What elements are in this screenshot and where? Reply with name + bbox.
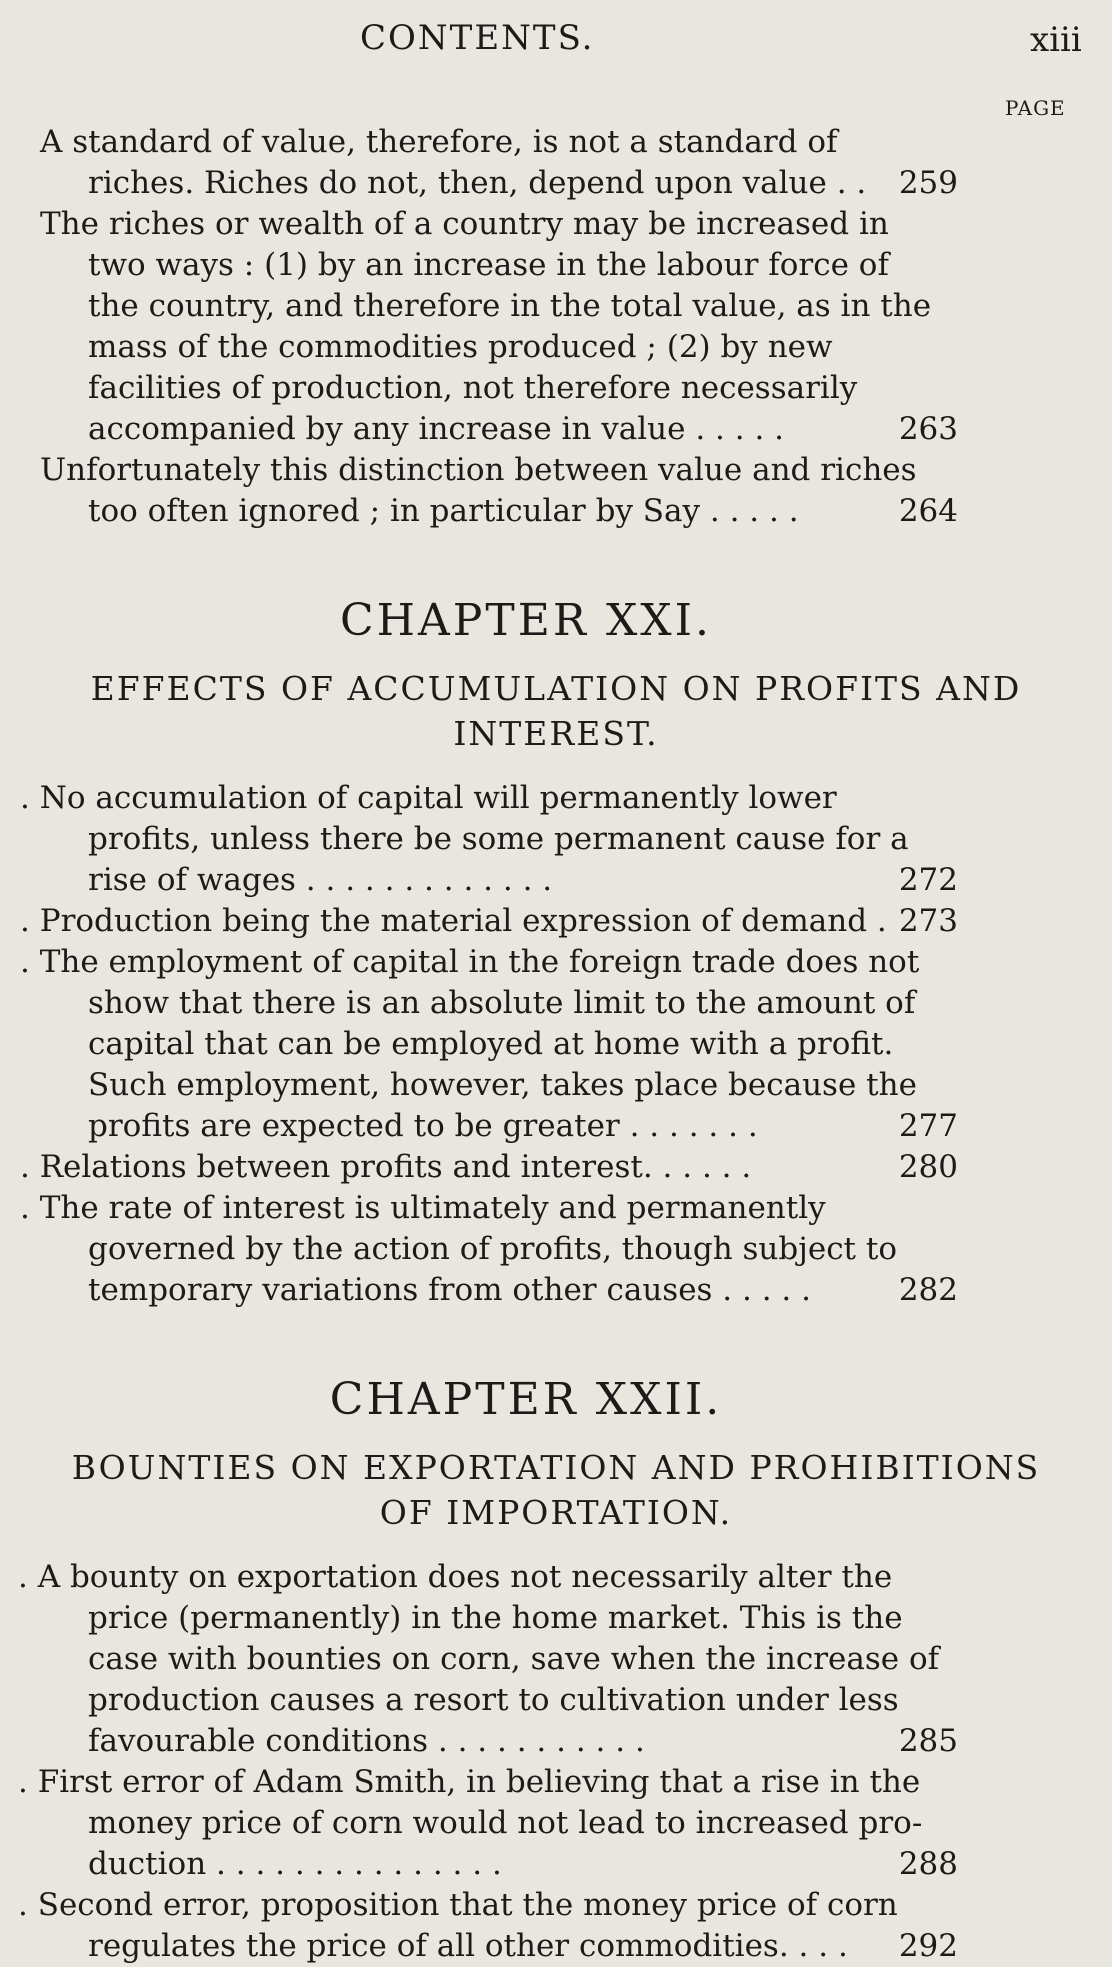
toc-entry-text: . Production being the material expression of demand .: [20, 903, 887, 939]
running-head: [0, 18, 1112, 78]
toc-entry-text: governed by the action of profits, though subject to: [88, 1231, 897, 1267]
toc-entry-line: [0, 450, 1112, 491]
toc-entry-line: [0, 1188, 1112, 1229]
toc-entry-text: show that there is an absolute limit to the amount of: [88, 985, 916, 1021]
toc-entry-line: [0, 901, 1112, 942]
toc-entry: [0, 1188, 1112, 1311]
toc-entry-text: case with bounties on corn, save when the increase of: [88, 1641, 940, 1677]
contents-list: [0, 122, 1112, 1967]
toc-entry: [0, 1147, 1112, 1188]
toc-entry: [0, 122, 1112, 204]
chapter-heading: CHAPTER XXI.: [339, 595, 712, 646]
toc-entry-line: [0, 1147, 1112, 1188]
toc-entry-line: [0, 245, 1112, 286]
toc-entry-line: [0, 1639, 1112, 1680]
toc-entry-line: [0, 1844, 1112, 1885]
toc-entry-line: [0, 1885, 1112, 1926]
toc-entry-line: [0, 122, 1112, 163]
toc-entry-text: . Relations between profits and interest. . . . . .: [20, 1149, 752, 1185]
toc-page-number: 273: [898, 903, 958, 939]
toc-entry-text: accompanied by any increase in value . . . . .: [88, 411, 785, 447]
toc-page-number: 264: [898, 493, 958, 529]
chapter-title-line: OF IMPORTATION.: [379, 1493, 733, 1532]
toc-entry-text: too often ignored ; in particular by Say . . . . .: [88, 493, 799, 529]
toc-entry-line: [0, 942, 1112, 983]
toc-page-number: 288: [898, 1846, 958, 1882]
toc-entry: [0, 1557, 1112, 1762]
toc-entry: [0, 942, 1112, 1147]
chapter-title-line: EFFECTS OF ACCUMULATION ON PROFITS AND: [90, 669, 1022, 708]
toc-entry-text: . Second error, proposition that the money price of corn: [18, 1887, 898, 1923]
toc-page-number: 259: [898, 165, 958, 201]
toc-entry: [0, 204, 1112, 450]
toc-entry-text: duction . . . . . . . . . . . . . . .: [88, 1846, 502, 1882]
toc-entry-line: [0, 1024, 1112, 1065]
toc-entry: [0, 901, 1112, 942]
toc-entry-text: capital that can be employed at home with a profit.: [88, 1026, 894, 1062]
toc-entry-text: riches. Riches do not, then, depend upon value . .: [88, 165, 867, 201]
toc-entry-line: [0, 491, 1112, 532]
toc-entry: [0, 1885, 1112, 1967]
toc-entry-text: . First error of Adam Smith, in believing that a rise in the: [18, 1764, 921, 1800]
toc-entry-line: [0, 1270, 1112, 1311]
chapter-header: [0, 592, 1112, 756]
toc-entry-line: [0, 204, 1112, 245]
toc-page-number: 280: [898, 1149, 958, 1185]
toc-entry-text: mass of the commodities produced ; (2) by new: [88, 329, 833, 365]
toc-entry-text: A standard of value, therefore, is not a standard of: [40, 124, 838, 160]
toc-entry-text: Unfortunately this distinction between value and riches: [40, 452, 917, 488]
toc-entry-text: profits, unless there be some permanent cause for a: [88, 821, 909, 857]
toc-entry-line: [0, 1229, 1112, 1270]
toc-page-number: 263: [898, 411, 958, 447]
toc-entry-line: [0, 327, 1112, 368]
toc-entry-text: regulates the price of all other commodities. . . .: [88, 1928, 848, 1964]
toc-entry: [0, 1762, 1112, 1885]
toc-entry-line: [0, 1762, 1112, 1803]
chapter-header: [0, 1371, 1112, 1535]
toc-entry: [0, 778, 1112, 901]
toc-entry-line: [0, 286, 1112, 327]
toc-entry-line: [0, 1680, 1112, 1721]
toc-entry-line: [0, 368, 1112, 409]
toc-page-number: 277: [898, 1108, 958, 1144]
toc-entry-line: [0, 163, 1112, 204]
toc-entry-text: . The rate of interest is ultimately and permanently: [20, 1190, 826, 1226]
toc-page-number: 272: [898, 862, 958, 898]
toc-entry-text: money price of corn would not lead to increased pro-: [88, 1805, 923, 1841]
toc-entry-text: Such employment, however, takes place because the: [88, 1067, 917, 1103]
running-head-title: CONTENTS.: [360, 18, 595, 58]
chapter-title-line: BOUNTIES ON EXPORTATION AND PROHIBITIONS: [71, 1448, 1041, 1487]
toc-entry-line: [0, 1557, 1112, 1598]
toc-entry-text: profits are expected to be greater . . . . . . .: [88, 1108, 758, 1144]
toc-entry-line: [0, 983, 1112, 1024]
toc-entry-line: [0, 819, 1112, 860]
toc-entry-line: [0, 1803, 1112, 1844]
toc-entry-text: . The employment of capital in the foreign trade does not: [20, 944, 920, 980]
toc-entry-text: price (permanently) in the home market. This is the: [88, 1600, 903, 1636]
page-column-label: PAGE: [1005, 96, 1066, 120]
toc-entry-text: favourable conditions . . . . . . . . . . .: [88, 1723, 645, 1759]
folio-number: xiii: [1030, 20, 1082, 60]
toc-entry-text: temporary variations from other causes . . . . .: [88, 1272, 811, 1308]
toc-entry-line: [0, 1106, 1112, 1147]
toc-entry-line: [0, 778, 1112, 819]
toc-entry: [0, 450, 1112, 532]
chapter-title-line: INTEREST.: [453, 714, 659, 753]
toc-entry-text: The riches or wealth of a country may be increased in: [40, 206, 889, 242]
toc-page-number: 292: [898, 1928, 958, 1964]
toc-entry-line: [0, 1721, 1112, 1762]
toc-page-number: 285: [898, 1723, 958, 1759]
chapter-title: [0, 666, 1112, 756]
toc-entry-line: [0, 860, 1112, 901]
toc-entry-text: facilities of production, not therefore necessarily: [88, 370, 858, 406]
toc-entry-text: . No accumulation of capital will permanently lower: [20, 780, 837, 816]
toc-entry-text: the country, and therefore in the total value, as in the: [88, 288, 932, 324]
toc-entry-line: [0, 1598, 1112, 1639]
chapter-title: [0, 1445, 1112, 1535]
toc-entry-line: [0, 409, 1112, 450]
toc-entry-line: [0, 1065, 1112, 1106]
toc-page-number: 282: [898, 1272, 958, 1308]
toc-entry-text: production causes a resort to cultivation under less: [88, 1682, 899, 1718]
toc-entry-text: . A bounty on exportation does not necessarily alter the: [18, 1559, 893, 1595]
toc-entry-text: rise of wages . . . . . . . . . . . . .: [88, 862, 553, 898]
chapter-heading: CHAPTER XXII.: [329, 1374, 723, 1425]
toc-entry-text: two ways : (1) by an increase in the labour force of: [88, 247, 889, 283]
